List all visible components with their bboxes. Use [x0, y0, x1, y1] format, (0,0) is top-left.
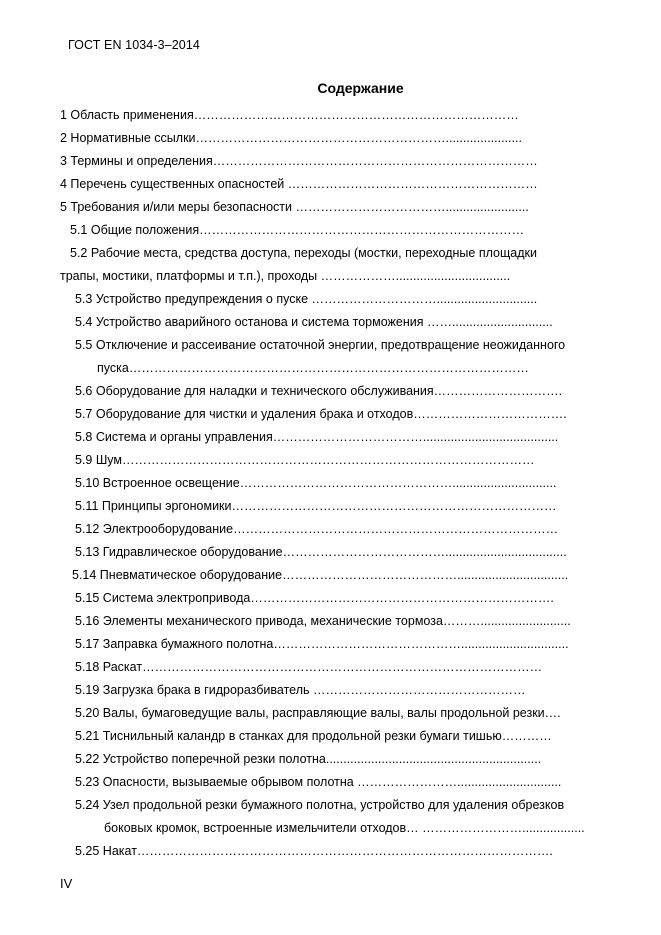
page-number: IV	[60, 876, 73, 891]
toc-entry-continuation[interactable]: трапы, мостики, платформы и т.п.), проходы ……………….................................	[60, 269, 511, 283]
toc-entry[interactable]: 5.17 Заправка бумажного полотна………………………………………...............................	[75, 637, 569, 651]
toc-entry[interactable]: 5.2 Рабочие места, средства доступа, переходы (мостки, переходные площадки	[70, 246, 537, 260]
toc-entry[interactable]: 2 Нормативные ссылки……………………………………………………......................	[60, 131, 522, 145]
toc-entry[interactable]: 5.25 Накат……………………………………………………………………………………….	[75, 844, 553, 858]
toc-entry[interactable]: 5.15 Система электропривода……………………………………………………………….	[75, 591, 554, 605]
toc-entry[interactable]: 5.19 Загрузка брака в гидроразбиватель ……………………………………………	[75, 683, 526, 697]
toc-entry[interactable]: 5.12 Электрооборудование……………………………………………………………………	[75, 522, 559, 536]
toc-entry[interactable]: 5.24 Узел продольной резки бумажного полотна, устройство для удаления обрезков	[75, 798, 565, 812]
toc-entry[interactable]: 5.18 Раскат……………………………………………………………………………………	[75, 660, 543, 674]
toc-entry[interactable]: 5.16 Элементы механического привода, механические тормоза………..........................	[75, 614, 571, 628]
toc-entry[interactable]: 5.6 Оборудование для наладки и технического обслуживания………………………….	[75, 384, 563, 398]
toc-entry[interactable]: 5.14 Пневматическое оборудование……………………………………................................	[72, 568, 569, 582]
page-title: Содержание	[317, 80, 404, 96]
toc-entry[interactable]: 5.3 Устройство предупреждения о пуске ………………………….............................	[75, 292, 538, 306]
toc-entry[interactable]: 5.1 Общие положения……………………………………………………………………	[70, 223, 525, 237]
toc-entry[interactable]: 5.23 Опасности, вызываемые обрывом полотна ……………………..............................	[75, 775, 562, 789]
toc-entry[interactable]: 5.5 Отключение и рассеивание остаточной энергии, предотвращение неожиданного	[75, 338, 566, 352]
document-header: ГОСТ EN 1034-3–2014	[68, 38, 200, 52]
toc-entry-continuation[interactable]: пуска……………………………………………………………………………………	[97, 361, 529, 375]
toc-entry[interactable]: 5.7 Оборудование для чистки и удаления брака и отходов……………………………….	[75, 407, 567, 421]
toc-entry[interactable]: 5.13 Гидравлическое оборудование…………………………………...................................	[75, 545, 567, 559]
toc-entry[interactable]: 3 Термины и определения……………………………………………………………………	[60, 154, 538, 168]
toc-entry[interactable]: 5.4 Устройство аварийного останова и система торможения …….............................	[75, 315, 553, 329]
toc-entry[interactable]: 5.11 Принципы эргономики……………………………………………………………………	[75, 499, 557, 513]
toc-entry[interactable]: 5.20 Валы, бумаговедущие валы, расправляющие валы, валы продольной резки….	[75, 706, 561, 720]
toc-entry[interactable]: 5.8 Система и органы управления……………………………….......................................	[75, 430, 559, 444]
toc-entry[interactable]: 5.21 Тиснильный каландр в станках для продольной резки бумаги тишью…………	[75, 729, 552, 743]
toc-entry[interactable]: 1 Область применения……………………………………………………………………	[60, 108, 519, 122]
toc-entry[interactable]: 5.22 Устройство поперечной резки полотна..............................................................	[75, 752, 542, 766]
toc-entry-continuation[interactable]: боковых кромок, встроенные измельчители отходов… ……………………..................	[104, 821, 585, 835]
toc-entry[interactable]: 5.10 Встроенное освещение……………………………………………..............................	[75, 476, 557, 490]
toc-entry[interactable]: 4 Перечень существенных опасностей ……………………………………………………	[60, 177, 538, 191]
toc-entry[interactable]: 5.9 Шум………………………………………………………………………………………	[75, 453, 535, 467]
toc-entry[interactable]: 5 Требования и/или меры безопасности ………………………………........................	[60, 200, 529, 214]
